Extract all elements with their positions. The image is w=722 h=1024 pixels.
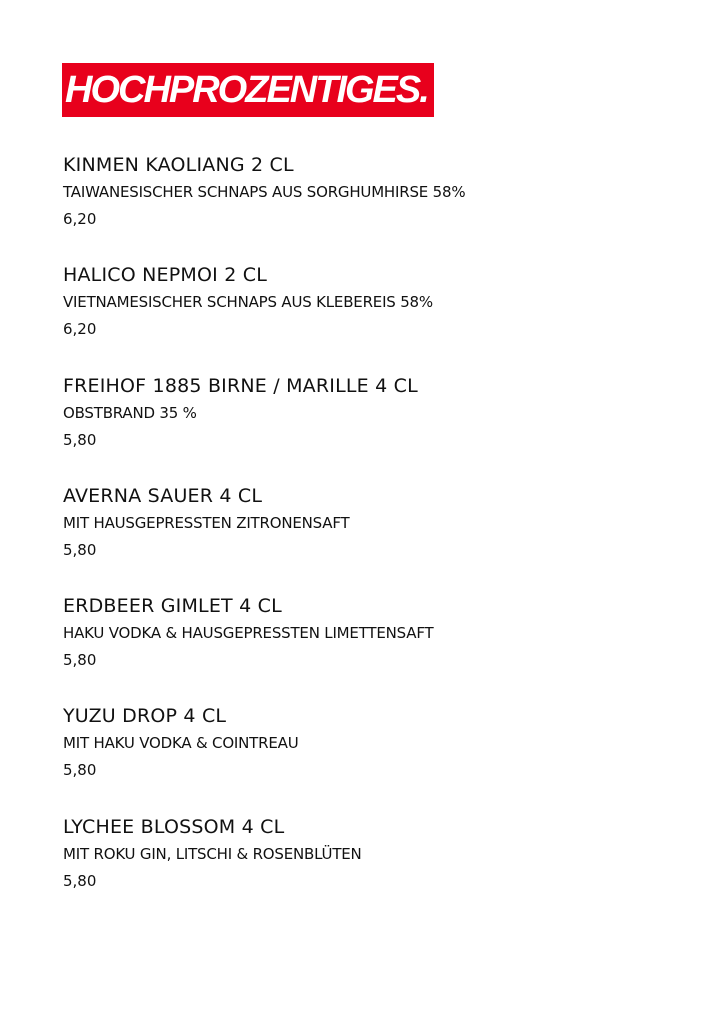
item-price: 5,80 xyxy=(63,761,97,780)
section-heading-banner xyxy=(62,63,434,117)
item-price: 6,20 xyxy=(63,210,97,228)
item-price: 5,80 xyxy=(63,871,97,890)
item-description: MIT HAUSGEPRESSTEN ZITRONENSAFT xyxy=(63,513,350,532)
menu-item xyxy=(63,593,683,703)
item-description: TAIWANESISCHER SCHNAPS AUS SORGHUMHIRSE 58% xyxy=(63,183,466,201)
item-name: YUZU DROP 4 CL xyxy=(63,705,227,728)
item-name: ERDBEER GIMLET 4 CL xyxy=(63,595,282,618)
item-description: OBSTBRAND 35 % xyxy=(63,403,197,422)
item-name: LYCHEE BLOSSOM 4 CL xyxy=(63,815,285,838)
item-price: 5,80 xyxy=(63,651,97,670)
menu-item xyxy=(63,483,683,593)
menu-item xyxy=(63,262,683,372)
item-price: 6,20 xyxy=(63,320,97,339)
item-description: MIT ROKU GIN, LITSCHI & ROSENBLÜTEN xyxy=(63,844,362,863)
item-name: KINMEN KAOLIANG 2 CL xyxy=(63,154,294,176)
item-price: 5,80 xyxy=(63,430,97,449)
item-name: AVERNA SAUER 4 CL xyxy=(63,484,263,507)
section-heading: HOCHPROZENTIGES. xyxy=(65,69,428,111)
item-price: 5,80 xyxy=(63,540,97,559)
menu-item xyxy=(63,152,683,262)
menu-item xyxy=(63,814,683,924)
item-description: VIETNAMESISCHER SCHNAPS AUS KLEBEREIS 58% xyxy=(63,293,433,312)
item-description: HAKU VODKA & HAUSGEPRESSTEN LIMETTENSAFT xyxy=(63,624,434,643)
item-name: HALICO NEPMOI 2 CL xyxy=(63,264,267,287)
item-name: FREIHOF 1885 BIRNE / MARILLE 4 CL xyxy=(63,374,418,397)
menu-item xyxy=(63,703,683,813)
menu-list xyxy=(63,152,683,924)
menu-item xyxy=(63,373,683,483)
item-description: MIT HAKU VODKA & COINTREAU xyxy=(63,734,299,753)
